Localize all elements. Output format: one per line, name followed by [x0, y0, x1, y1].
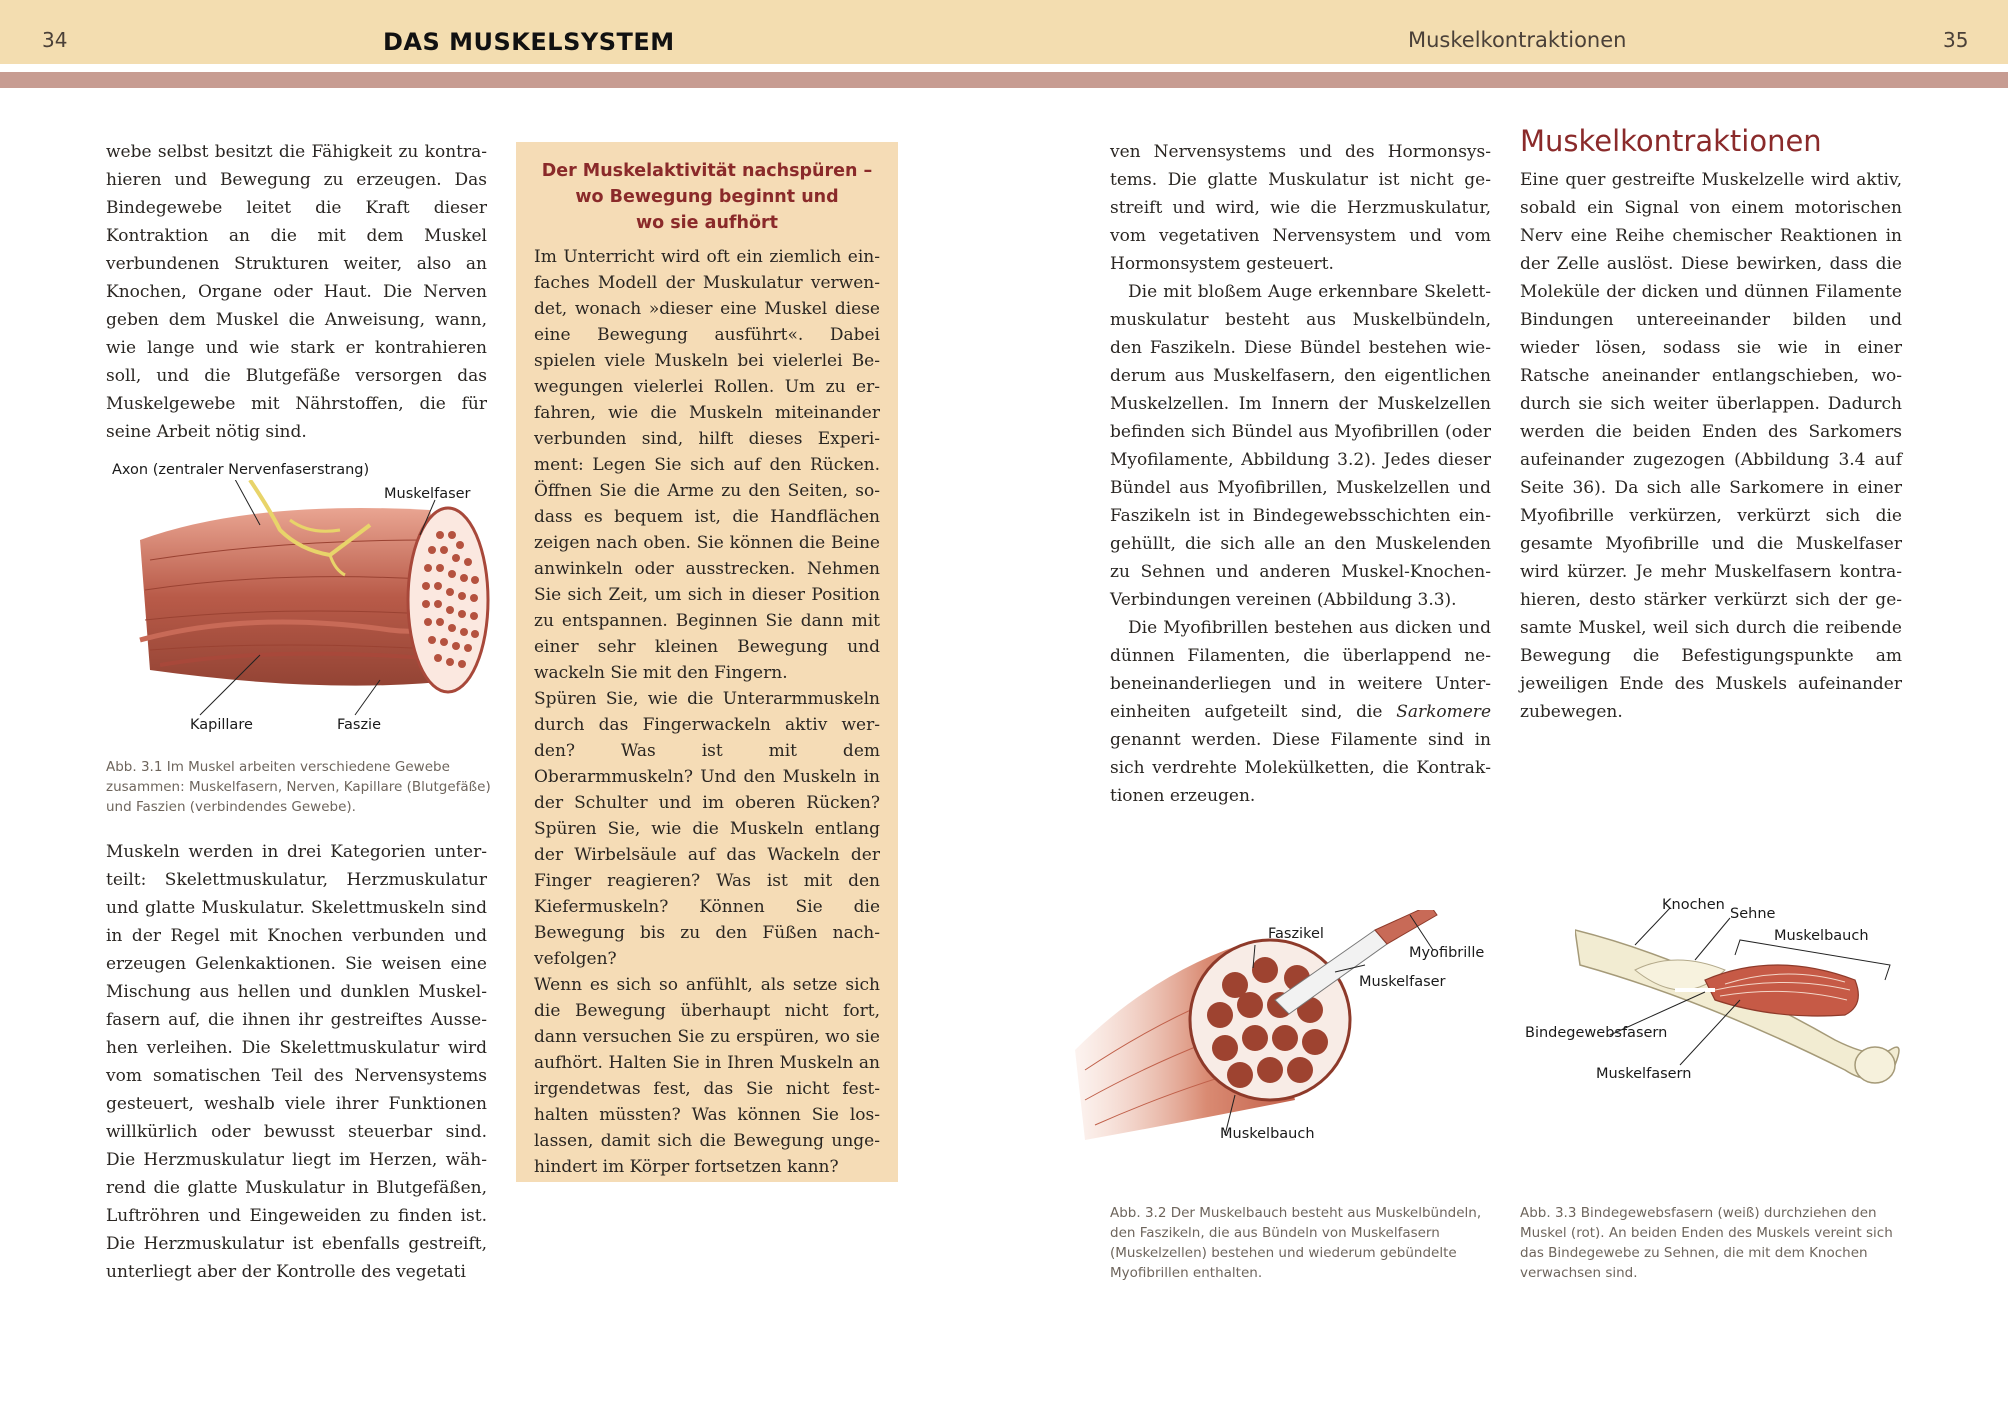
chapter-title: DAS MUSKELSYSTEM: [383, 28, 675, 56]
middle-paragraph-2: Die mit bloßem Auge erkennbare Skelettmuskulatur besteht aus Muskelbündeln, den Faszikeln. Diese Bündel bestehen wiederum aus Muskelfasern, den eigentlichen Muskelzellen. Im Innern der Muskelzellen befinden sich Bündel aus Myofibrillen (oder Myofilamente, Abbildung 3.2). Jedes dieser Bündel aus Myofibrillen, Muskelzellen und Faszikeln ist in Bindegewebsschichten eingehüllt, die sich alle an den Muskelenden zu Sehnen und anderen Muskel-Knochen-Verbindungen vereinen (Abbildung 3.3).: [1110, 282, 1491, 610]
box-title-line-3: wo sie aufhört: [635, 213, 779, 233]
middle-paragraph-1: ven Nervensystems und des Hormonsystems. Die glatte Muskulatur ist nicht gestreift und wird, wie die Herzmuskulatur, vom vegetativen Nervensystem und vom Hormonsystem gesteuert.: [1110, 142, 1491, 274]
figure-3-2: [1075, 910, 1455, 1150]
label-knochen: Knochen: [1662, 897, 1725, 913]
label-sehne: Sehne: [1730, 906, 1776, 922]
label-axon: Axon (zentraler Nervenfaserstrang): [112, 462, 370, 478]
middle-paragraph-3: [1110, 614, 1491, 810]
label-muskelfaser: Muskelfaser: [384, 486, 471, 502]
para3-pre: Die Myofibrillen bestehen aus dicken und dünnen Filamenten, die überlappend nebeneinanderliegen und in weitere Untereinheiten aufgeteilt sind, die: [1110, 618, 1491, 722]
exercise-box-title: [534, 158, 880, 236]
section-header: Muskelkontraktionen: [1408, 28, 1627, 52]
header-rule: [0, 72, 2008, 88]
muscle-belly-illustration: [1075, 910, 1455, 1150]
left-column-top: [106, 138, 487, 446]
figure-3-2-caption: Abb. 3.2 Der Muskelbauch besteht aus Muskelbündeln, den Faszikeln, die aus Bündeln von Muskelfasern (Muskelzellen) bestehen und wiederum gebündelte Myofibrillen enthalten.: [1110, 1205, 1482, 1281]
middle-column: [1110, 138, 1491, 810]
label-faszikel: Faszikel: [1268, 926, 1324, 942]
figure-3-3-caption: Abb. 3.3 Bindegewebsfasern (weiß) durchziehen den Muskel (rot). An beiden Enden des Muskels vereint sich das Bindegewebe zu Sehnen, die mit dem Knochen verwachsen sind.: [1520, 1205, 1893, 1281]
label-fig2-muskelbauch: Muskelbauch: [1220, 1126, 1315, 1142]
label-faszie: Faszie: [337, 717, 382, 733]
sarkomere-term: Sarkomere: [1396, 702, 1491, 722]
left-paragraph-2: Muskeln werden in drei Kategorien unterteilt: Skelettmuskulatur, Herzmuskulatur und glatte Muskulatur. Skelettmuskeln sind in der Regel mit Knochen verbunden und erzeugen Gelenkaktionen. Sie weisen eine Mischung aus hellen und dunklen Muskelfasern auf, die ihnen ihr gestreiftes Aussehen verleihen. Die Skelettmuskulatur wird vom somatischen Teil des Nervensystems gesteuert, weshalb viele ihrer Funktionen willkürlich oder bewusst steuerbar sind. Die Herzmuskulatur liegt im Herzen, während die glatte Muskulatur in Blutgefäßen, Luftröhren und Eingeweiden zu finden ist. Die Herzmuskulatur ist ebenfalls gestreift, unterliegt aber der Kontrolle des vegetati: [106, 842, 487, 1282]
label-fig3-muskelfasern: Muskelfasern: [1596, 1066, 1692, 1082]
label-myofibrille: Myofibrille: [1409, 945, 1485, 961]
right-page-number: 35: [1943, 28, 1969, 52]
right-column: [1520, 166, 1902, 726]
header-band: [0, 0, 2008, 64]
label-fig2-muskelfaser: Muskelfaser: [1359, 974, 1446, 990]
para3-post: genannt werden. Diese Filamente sind in sich verdrehte Molekülketten, die Kontraktionen erzeugen.: [1110, 730, 1491, 806]
right-paragraph-1: Eine quer gestreifte Muskelzelle wird aktiv, sobald ein Signal von einem motorischen Nerv eine Reihe chemischer Reaktionen in der Zelle auslöst. Diese bewirken, dass die Moleküle der dicken und dünnen Filamente Bindungen untereeinander bilden und wieder lösen, sodass sie wie in einer Ratsche aneinander entlangschieben, wodurch sie sich weiter überlappen. Dadurch werden die beiden Enden des Sarkomers aufeinander zugezogen (Abbildung 3.4 auf Seite 36). Da sich alle Sarkomere in einer Myofibrille verkürzen, verkürzt sich die gesamte Myofibrille und die Muskelfaser wird kürzer. Je mehr Muskelfasern kontrahieren, desto stärker verkürzt sich der gesamte Muskel, weil sich durch die reibende Bewegung die Befestigungspunkte am jeweiligen Ende des Muskels aufeinander zubewegen.: [1520, 170, 1902, 722]
label-fig3-muskelbauch: Muskelbauch: [1774, 928, 1869, 944]
left-page-number: 34: [42, 28, 68, 52]
left-paragraph-1: webe selbst besitzt die Fähigkeit zu kontrahieren und Bewegung zu erzeugen. Das Bindegewebe leitet die Kraft dieser Kontraktion an die mit dem Muskel verbundenen Strukturen weiter, also an Knochen, Organe oder Haut. Die Nerven geben dem Muskel die Anweisung, wann, wie lange und wie stark er kontrahieren soll, und die Blutgefäße versorgen das Muskelgewebe mit Nährstoffen, die für seine Arbeit nötig sind.: [106, 142, 487, 442]
box-paragraph-2: Spüren Sie, wie die Unterarmmuskeln durch das Fingerwackeln aktiv werden? Was ist mit dem Oberarmmuskeln? Und den Muskeln in der Schulter und im oberen Rücken? Spüren Sie, wie die Muskeln entlang der Wirbelsäule auf das Wackeln der Finger reagieren? Was ist mit den Kiefermuskeln? Können Sie die Bewegung bis zu den Füßen nachvefolgen?: [534, 689, 880, 969]
box-paragraph-3: Wenn es sich so anfühlt, als setze sich die Bewegung überhaupt nicht fort, dann versuchen Sie zu erspüren, wo sie aufhört. Halten Sie in Ihren Muskeln an irgendetwas fest, das Sie nicht festhalten müssten? Was können Sie loslassen, damit sich die Bewegung ungehindert im Körper fortsetzen kann?: [534, 975, 880, 1177]
left-column-bottom: [106, 838, 487, 1286]
figure-3-1: [130, 480, 500, 720]
exercise-box: [516, 142, 898, 1182]
section-heading: Muskelkontraktionen: [1520, 124, 1822, 158]
box-title-line-1: Der Muskelaktivität nachspüren –: [541, 161, 873, 181]
box-paragraph-1: Im Unterricht wird oft ein ziemlich einfaches Modell der Muskulatur verwendet, wonach »dieser eine Muskel diese eine Bewegung ausführt«. Dabei spielen viele Muskeln bei vielerlei Bewegungen vielerlei Rollen. Um zu erfahren, wie die Muskeln miteinander verbunden sind, hilft dieses Experiment: Legen Sie sich auf den Rücken. Öffnen Sie die Arme zu den Seiten, sodass es bequem ist, die Handflächen zeigen nach oben. Sie können die Beine anwinkeln oder ausstrecken. Nehmen Sie sich Zeit, um sich in dieser Position zu entspannen. Beginnen Sie dann mit einer sehr kleinen Bewegung und wackeln Sie mit den Fingern.: [534, 247, 880, 683]
figure-3-1-caption: Abb. 3.1 Im Muskel arbeiten verschiedene Gewebe zusammen: Muskelfasern, Nerven, Kapillare (Blutgefäße) und Faszien (verbindendes Gewebe).: [106, 759, 491, 815]
muscle-fiber-illustration: [130, 480, 500, 720]
label-bindegewebsfasern: Bindegewebsfasern: [1525, 1025, 1668, 1041]
box-title-line-2: wo Bewegung beginnt und: [575, 187, 839, 207]
label-kapillare: Kapillare: [190, 717, 253, 733]
